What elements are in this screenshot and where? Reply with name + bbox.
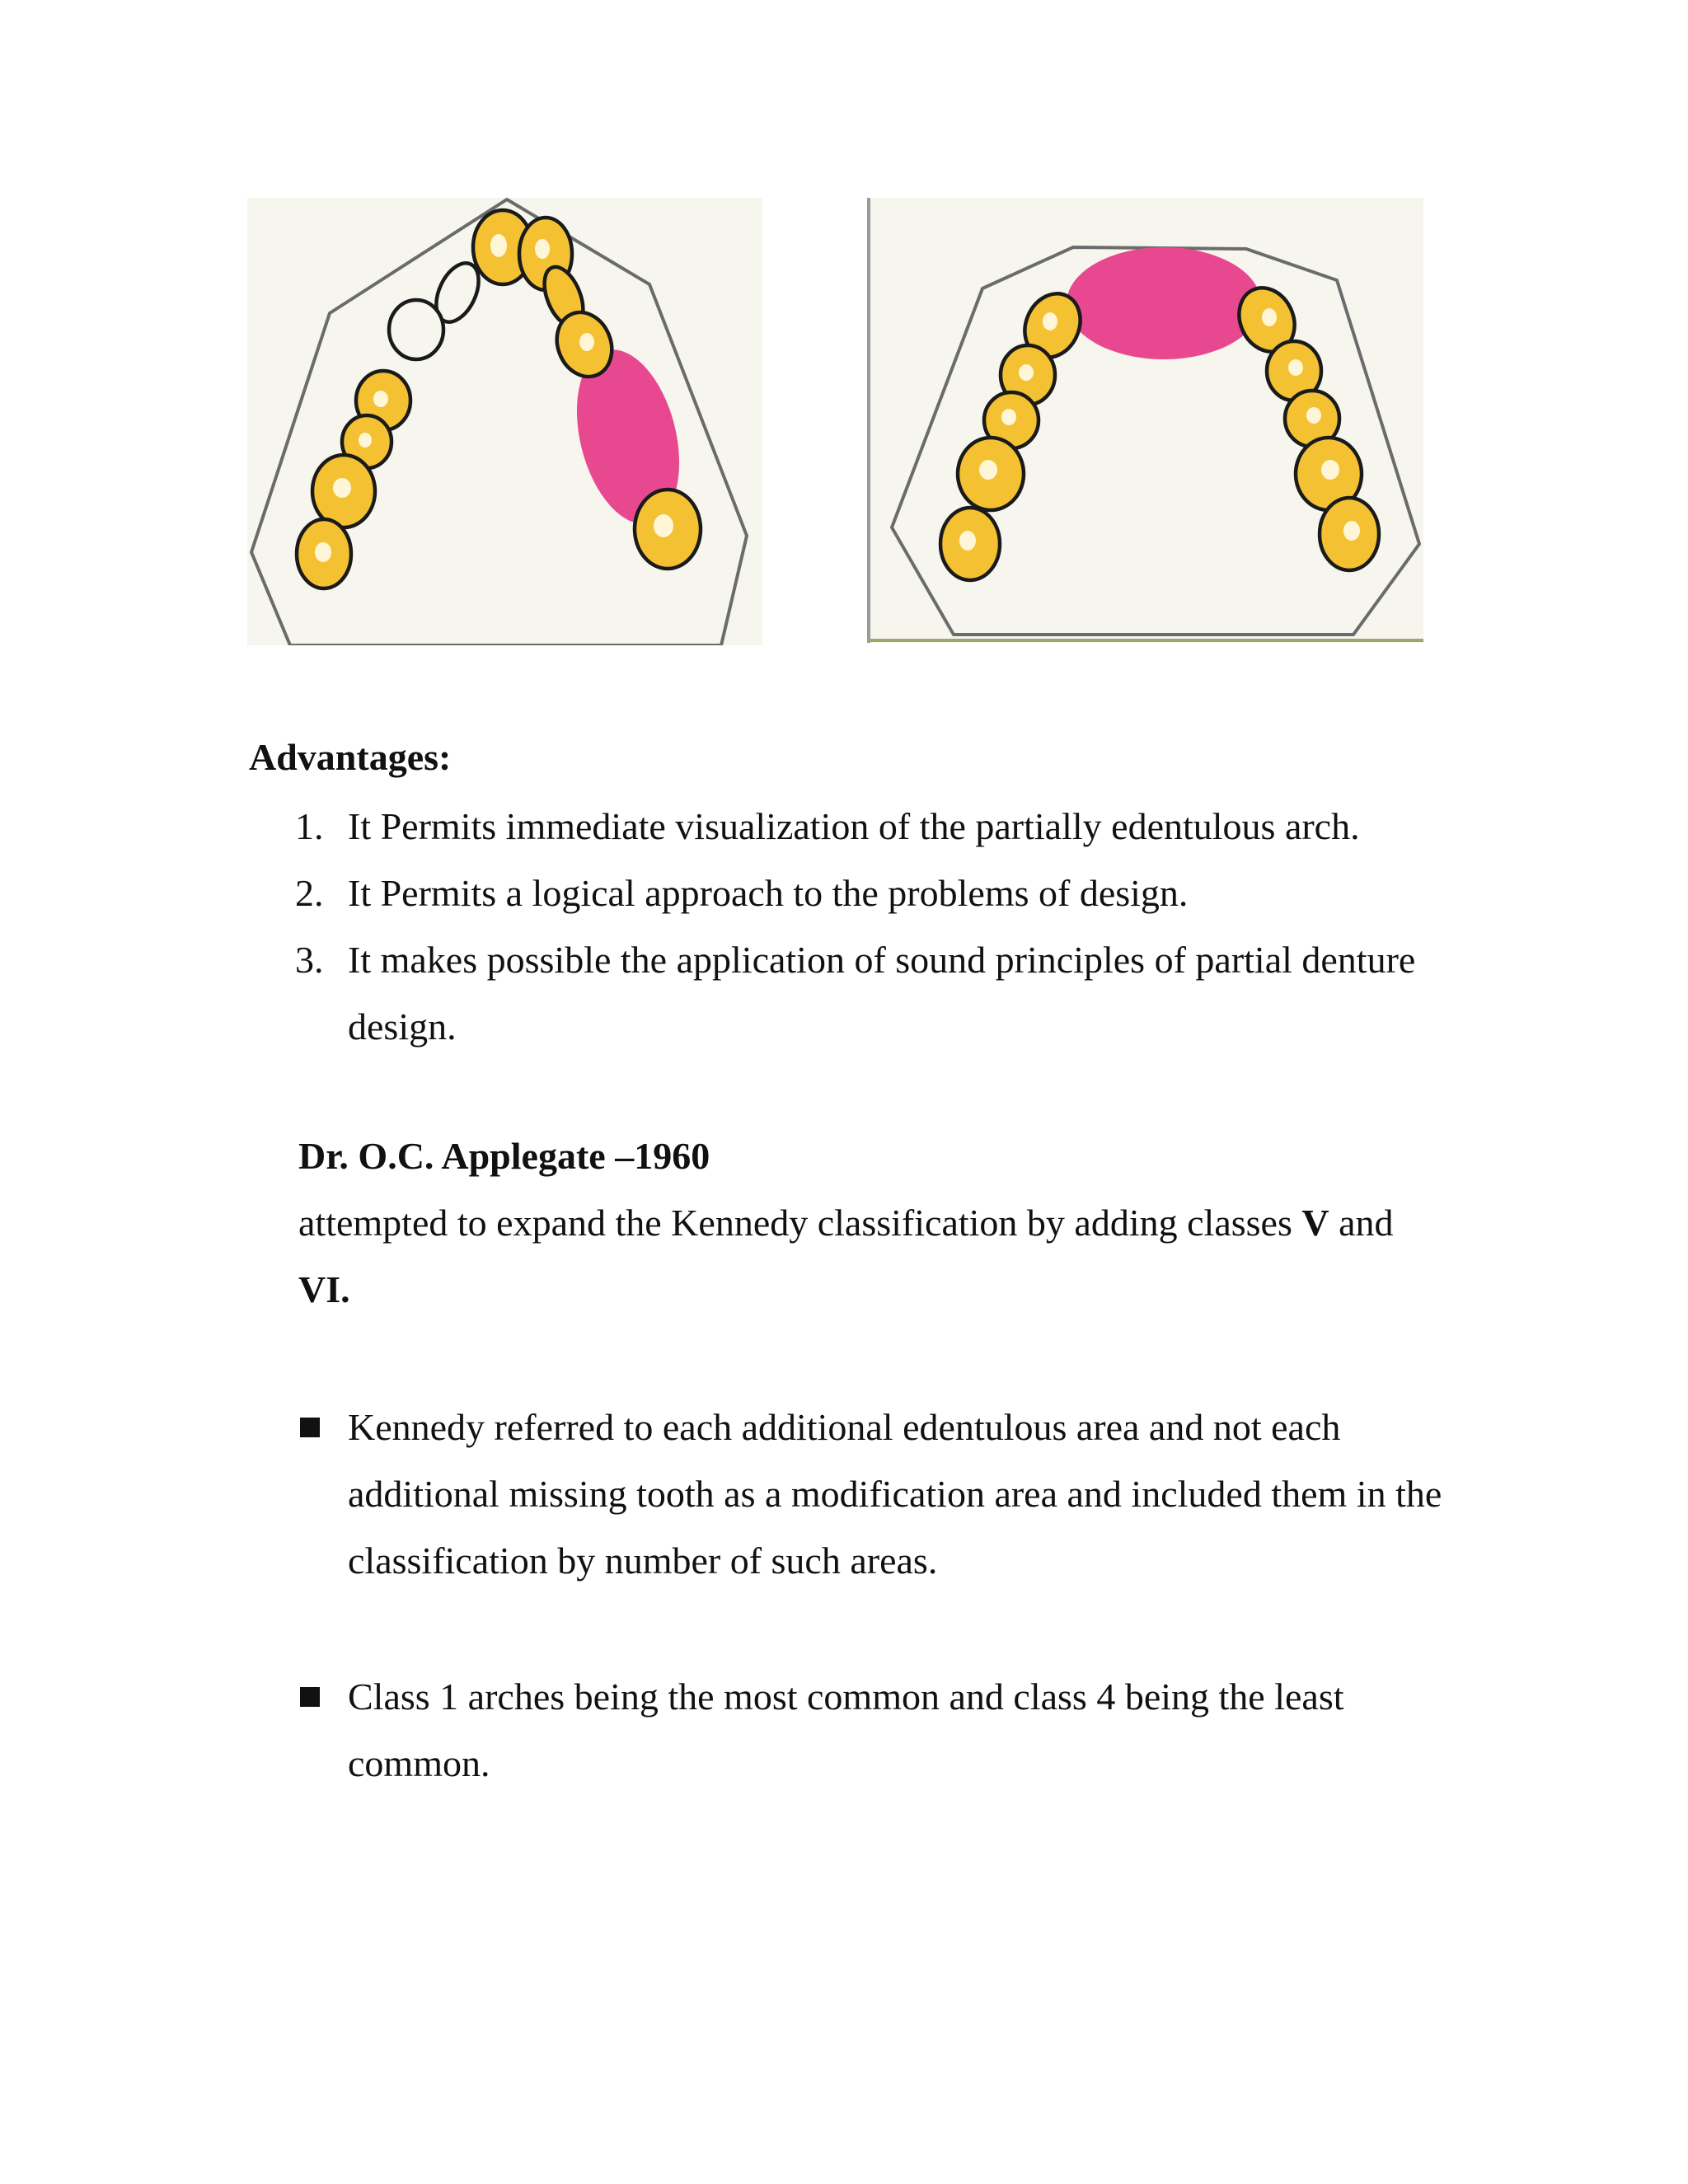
missing-tooth: [389, 300, 443, 359]
edentulous-area: [1067, 247, 1261, 359]
arch-right-svg: [867, 198, 1423, 643]
applegate-heading: Dr. O.C. Applegate –1960: [298, 1135, 710, 1177]
list-item: [295, 926, 1449, 1060]
class-v-label: V: [1301, 1202, 1329, 1244]
advantages-list: [295, 793, 1449, 1060]
square-bullet-icon: [300, 1687, 320, 1707]
list-number: 1.: [295, 805, 324, 847]
list-item: [295, 793, 1449, 860]
applegate-paragraph: [298, 1189, 1452, 1323]
square-bullet-icon: [300, 1418, 320, 1437]
class-vi-label: VI.: [298, 1268, 350, 1310]
bullet-text: Kennedy referred to each additional edentulous area and not each additional missing tooth as a modification area and included them in the classification by number of such areas.: [348, 1406, 1442, 1582]
list-item: [295, 860, 1449, 926]
bullet-item: [298, 1394, 1452, 1594]
arch-diagram-left: [247, 198, 762, 645]
advantages-heading: Advantages:: [249, 736, 452, 778]
list-item-text: It Permits a logical approach to the problems of design.: [348, 872, 1189, 914]
list-number: 2.: [295, 872, 324, 914]
paragraph-text: attempted to expand the Kennedy classification by adding classes: [298, 1202, 1302, 1244]
list-number: 3.: [295, 939, 324, 981]
bullet-text: Class 1 arches being the most common and class 4 being the least common.: [348, 1675, 1344, 1784]
bullet-item: [298, 1663, 1452, 1797]
arch-diagram-right: [867, 198, 1423, 643]
list-item-text: It makes possible the application of sound principles of partial denture design.: [348, 939, 1416, 1047]
arch-left-svg: [247, 198, 762, 645]
paragraph-text: and: [1329, 1202, 1394, 1244]
list-item-text: It Permits immediate visualization of the partially edentulous arch.: [348, 805, 1360, 847]
